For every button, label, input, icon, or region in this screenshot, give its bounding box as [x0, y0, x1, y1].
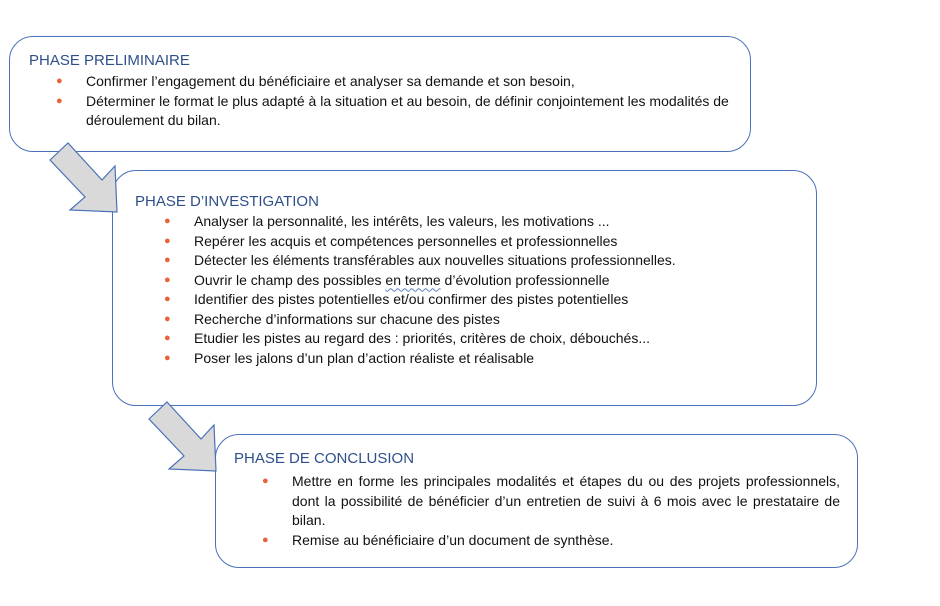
- bullet-icon: ●: [164, 312, 171, 325]
- list-item: ● Identifier des pistes potentielles et/ou confirmer des pistes potentielles: [164, 290, 804, 310]
- bullet-icon: ●: [164, 234, 171, 247]
- bullet-icon: ●: [164, 351, 171, 364]
- list-item: ● Repérer les acquis et compétences personnelles et professionnelles: [164, 232, 804, 252]
- arrow-investigation-to-conclusion: [140, 398, 230, 478]
- list-item: ● Etudier les pistes au regard des : priorités, critères de choix, débouchés...: [164, 329, 804, 349]
- bullet-icon: ●: [56, 94, 63, 107]
- bullet-icon: ●: [262, 475, 269, 487]
- phase-investigation-title: PHASE D’INVESTIGATION: [135, 193, 319, 210]
- bullet-icon: ●: [164, 332, 171, 344]
- phase-preliminaire-list: [56, 72, 736, 131]
- phase-preliminaire-title: PHASE PRELIMINAIRE: [29, 52, 190, 69]
- list-item: ● Confirmer l’engagement du bénéficiaire et analyser sa demande et son besoin,: [56, 72, 736, 92]
- phase-investigation-list: [164, 212, 804, 368]
- bullet-icon: ●: [164, 293, 171, 305]
- phase-conclusion-list: [262, 472, 840, 550]
- list-item: ● Poser les jalons d’un plan d’action réaliste et réalisable: [164, 349, 804, 369]
- list-item: ● Recherche d’informations sur chacune des pistes: [164, 310, 804, 330]
- list-item: ● Mettre en forme les principales modalités et étapes du ou des projets professionnels, dont la possibilité de bénéficier d’un entretien de suivi à 6 mois avec le prestataire de bilan.: [262, 473, 840, 528]
- arrow-preliminaire-to-investigation: [40, 140, 130, 220]
- list-item: ● Déterminer le format le plus adapté à la situation et au besoin, de définir conjointement les modalités de déroulement du bilan.: [56, 92, 729, 128]
- list-item: ● Remise au bénéficiaire d’un document de synthèse.: [262, 531, 840, 551]
- list-item: ● Analyser la personnalité, les intérêts, les valeurs, les motivations ...: [164, 212, 804, 232]
- list-item: ● Détecter les éléments transférables aux nouvelles situations professionnelles.: [164, 251, 804, 271]
- bullet-icon: ●: [262, 533, 269, 546]
- bullet-icon: ●: [164, 254, 171, 266]
- bullet-icon: ●: [56, 75, 63, 87]
- bullet-icon: ●: [164, 215, 171, 227]
- bullet-icon: ●: [164, 273, 171, 286]
- phase-conclusion-title: PHASE DE CONCLUSION: [234, 450, 415, 467]
- list-item: ● Ouvrir le champ des possibles en terme d’évolution professionnelle: [164, 271, 804, 291]
